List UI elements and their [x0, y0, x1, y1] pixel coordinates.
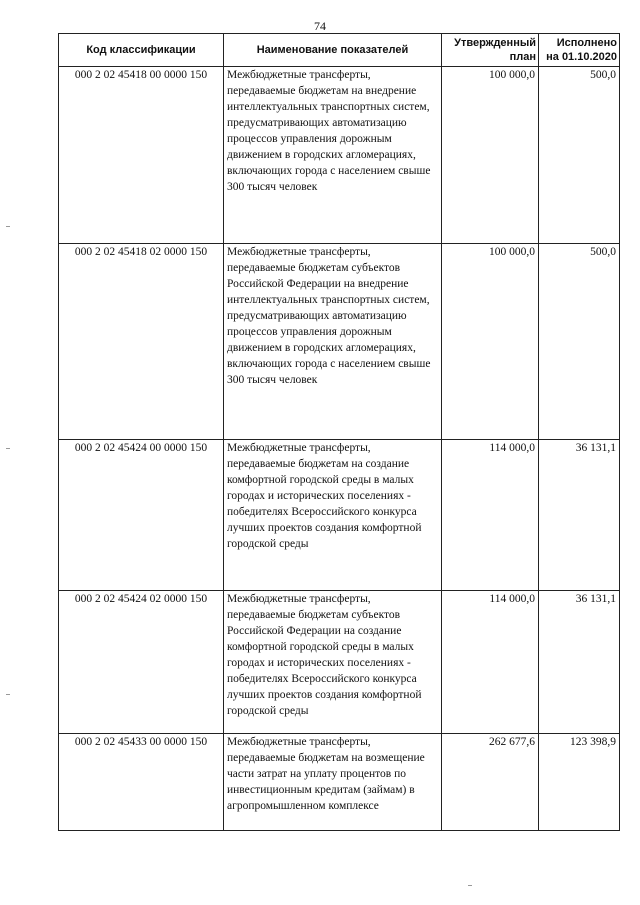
- classification-code: 000 2 02 45424 02 0000 150: [59, 591, 224, 734]
- approved-plan: 100 000,0: [442, 244, 539, 440]
- approved-plan: 100 000,0: [442, 67, 539, 244]
- classification-code: 000 2 02 45418 00 0000 150: [59, 67, 224, 244]
- scan-artifact: [468, 885, 472, 886]
- scan-artifact: [6, 448, 10, 449]
- header-plan-line2: план: [509, 51, 536, 63]
- executed-amount: 36 131,1: [539, 591, 620, 734]
- header-done: [539, 34, 620, 67]
- table-row: [59, 67, 620, 244]
- scan-artifact: [6, 694, 10, 695]
- classification-code: 000 2 02 45424 00 0000 150: [59, 440, 224, 591]
- indicator-name: Межбюджетные трансферты, передаваемые бюджетам субъектов Российской Федерации на создание комфортной городской среды в малых городах и исторических поселениях - победителях Всероссийского конкурса лучших проектов создания комфортной городской среды: [224, 591, 442, 734]
- executed-amount: 36 131,1: [539, 440, 620, 591]
- header-code: Код классификации: [59, 34, 224, 67]
- budget-execution-table: [58, 33, 620, 831]
- scan-artifact: [6, 226, 10, 227]
- executed-amount: 500,0: [539, 244, 620, 440]
- indicator-name: Межбюджетные трансферты, передаваемые бюджетам на внедрение интеллектуальных транспортных систем, предусматривающих автоматизацию процессов управления дорожным движением в городских агломерациях, включающих города с населением свыше 300 тысяч человек: [224, 67, 442, 244]
- header-done-line2: на 01.10.2020: [546, 51, 617, 63]
- table-row: [59, 244, 620, 440]
- approved-plan: 262 677,6: [442, 734, 539, 831]
- approved-plan: 114 000,0: [442, 440, 539, 591]
- executed-amount: 500,0: [539, 67, 620, 244]
- header-done-line1: Исполнено: [556, 37, 617, 49]
- indicator-name: Межбюджетные трансферты, передаваемые бюджетам на возмещение части затрат на уплату процентов по инвестиционным кредитам (займам) в агропромышленном комплексе: [224, 734, 442, 831]
- header-plan: [442, 34, 539, 67]
- header-name: Наименование показателей: [224, 34, 442, 67]
- header-plan-line1: Утвержденный: [454, 37, 536, 49]
- table-row: [59, 591, 620, 734]
- table-header-row: [59, 34, 620, 67]
- page-number: 74: [314, 19, 326, 33]
- indicator-name: Межбюджетные трансферты, передаваемые бюджетам на создание комфортной городской среды в малых городах и исторических поселениях - победителях Всероссийского конкурса лучших проектов создания комфортной городской среды: [224, 440, 442, 591]
- approved-plan: 114 000,0: [442, 591, 539, 734]
- table-row: [59, 734, 620, 831]
- table-row: [59, 440, 620, 591]
- classification-code: 000 2 02 45433 00 0000 150: [59, 734, 224, 831]
- classification-code: 000 2 02 45418 02 0000 150: [59, 244, 224, 440]
- executed-amount: 123 398,9: [539, 734, 620, 831]
- indicator-name: Межбюджетные трансферты, передаваемые бюджетам субъектов Российской Федерации на внедрение интеллектуальных транспортных систем, предусматривающих автоматизацию процессов управления дорожным движением в городских агломерациях, включающих города с населением свыше 300 тысяч человек: [224, 244, 442, 440]
